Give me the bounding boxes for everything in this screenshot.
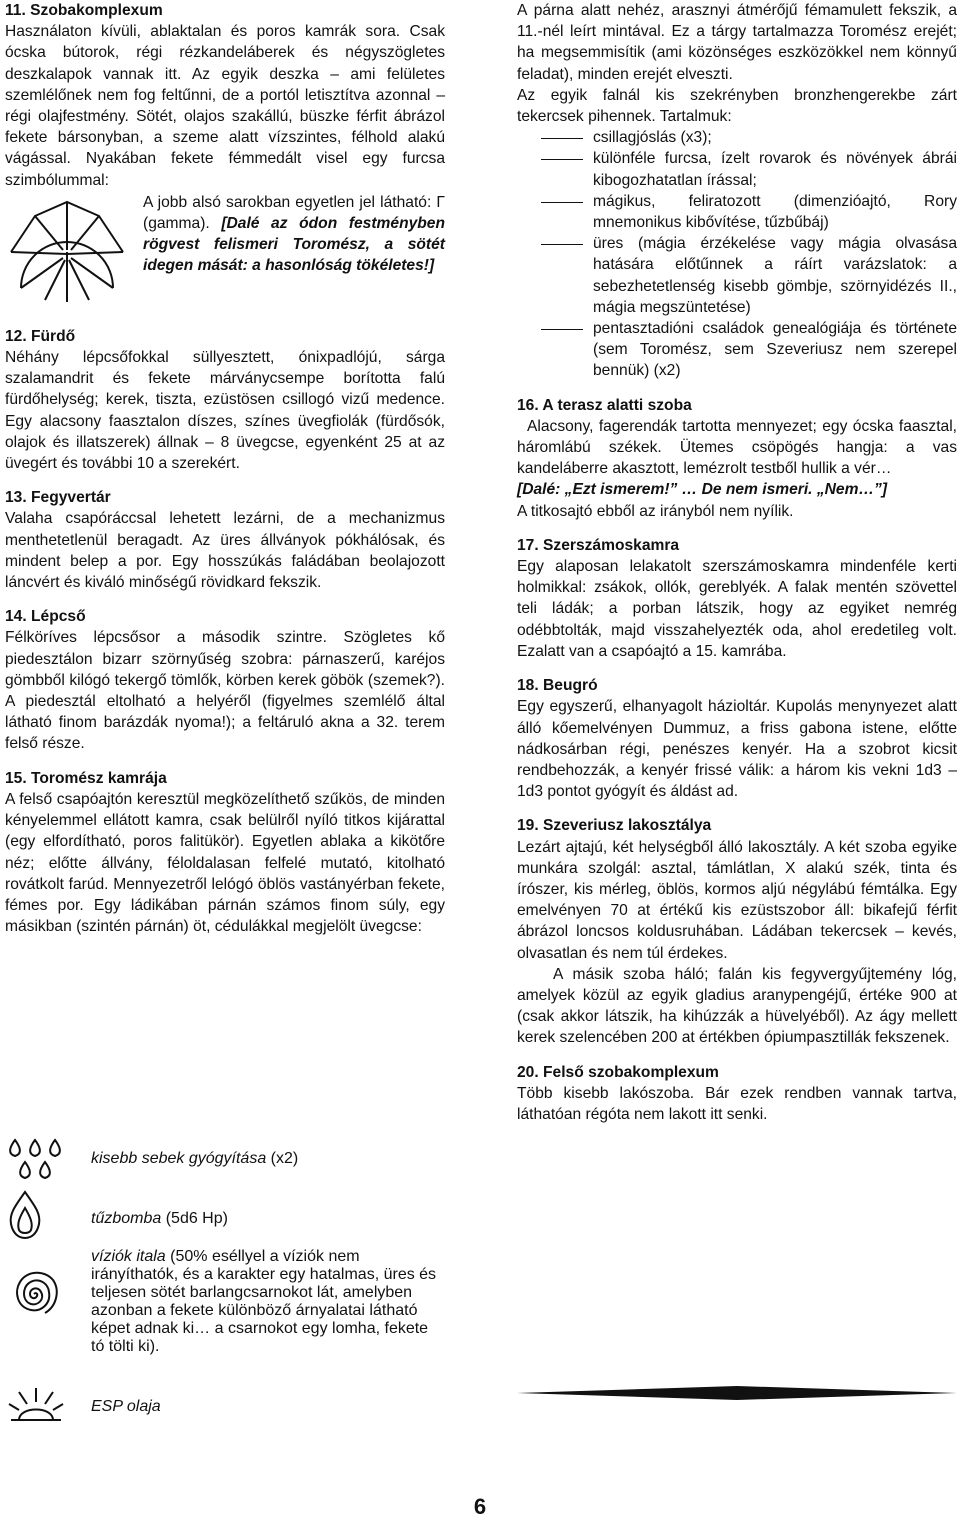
potion-name: tűzbomba (91, 1210, 162, 1227)
section-20-text: Több kisebb lakószoba. Bár ezek rendben vannak tartva, láthatóan régóta nem lakott itt senki. (517, 1084, 957, 1123)
medal-text: A jobb alsó sarokban egyetlen jel látható: Γ (gamma). (143, 193, 445, 233)
section-13-heading: 13. Fegyvertár (5, 489, 111, 507)
list-item: pentasztadióni családok genealógiája és története (sem Toromész, sem Szeveriusz nem szerepel bennük) (x2) (517, 318, 957, 382)
drops-icon (5, 1138, 65, 1182)
section-19-text-2: A másik szoba háló; falán kis fegyvergyűjtemény lóg, amelyek közül az egyik gladius aranypengéjű, értéke 900 at (csak akkor látszik, ha kihúzzák a hüvelyéből). Az ágy mellett kerek szelencében 200 at értékben ópiumpasztillák fekszenek. (517, 965, 957, 1047)
flame-icon (5, 1188, 45, 1242)
section-16-heading: 16. A terasz alatti szoba (517, 396, 692, 414)
section-19-heading: 19. Szeveriusz lakosztálya (517, 817, 712, 835)
spiral-icon (5, 1248, 63, 1338)
potion-name: ESP olaja (91, 1398, 161, 1415)
section-14-text: Félköríves lépcsősor a második szintre. Szögletes kő piedesztálon bizarr szörnyűség szobra: párnaszerű, karéjos gömbből kilógó tekergő tömlők, körben kerek göbök (szemek?). A piedesztál eltolható a helyéről (figyelmes szemlélő által látható finom barázdák nyoma!); a feltáruló akna a 32. terem felső része. (5, 629, 445, 753)
section-11-heading: 11. Szobakomplexum (5, 2, 163, 19)
medal-block (5, 192, 445, 316)
page-number: 6 (473, 1494, 487, 1519)
section-19-text: Lezárt ajtajú, két helységből álló lakosztály. A két szoba egyike munkára szolgál: asztal, támlátlan, X alakú szék, tinta és írószer, kis mérleg, öblös, kormos aljú négylábú fémtálka. Egy emelvényen 70 at értékű kis ezüstszobor áll: bikafejű férfit ábrázol loncsos koldusruhában. Ládában tekercsek – kevés, olvasatlan és nem túl érdekes. (517, 838, 957, 962)
section-15-text: A felső csapóajtón keresztül megközelíthető szűkös, de minden kényelemmel ellátott kamra, csak belülről nyíló titkos kijárattal (egy elfordítható, poros falitükör). Egyetlen ablaka a kikötőre néz; előtte állvány, féloldalasan felfelé mutató, kitolható rovátkolt farúd. Mennyezetről lelógó öblös vastányérban fekete, fémes por. Egy ládikában párnán számos finom súly, egy másikban (szintén párnán) öt, cédulákkal megjelölt üvegcse: (5, 790, 445, 936)
list-item: csillagjóslás (x3); (517, 127, 957, 148)
list-item: különféle furcsa, ízelt rovarok és növények ábrái kibogozhatatlan írással; (517, 148, 957, 190)
section-16-text-2: A titkosajtó ebből az irányból nem nyílik. (517, 502, 794, 520)
section-14-heading: 14. Lépcső (5, 608, 86, 626)
section-12-heading: 12. Fürdő (5, 327, 76, 345)
potion-extra: (50% eséllyel a víziók nem irányíthatók, és a karakter egy hatalmas, üres és teljesen sötét barlangcsarnokot lát, amelyben azonban a fekete különböző árnyalatai látható képet adnak ki… a csarnokot egy lomha, fekete tó tölti ki). (91, 1248, 437, 1355)
section-16-text: Alacsony, fagerendák tartotta mennyezet; egy ócska faasztal, háromlábú székek. Ütemes csöpögés hangja: a vas kandeláberre akasztott, lemézrolt testből hullik a vér… (517, 417, 957, 478)
section-18-heading: 18. Beugró (517, 677, 598, 695)
section-11-text: Használaton kívüli, ablaktalan és poros kamrák sora. Csak ócska bútorok, régi rézkandeláberek és négyszögletes deszkalapok vannak itt. Az egyik deszka – ami felületes szemlélőnek nem fog feltűnni, de a portól letisztítva azonnal – régi olajfestmény. Sötét, olajos szakállú, büszke férfit ábrázol fekete bársonyban, a szeme alatt vízszintes, félhold alakú vágással. Nyakában fekete fémmedált visel egy furcsa szimbólummal: (5, 23, 445, 189)
left-column (5, 0, 445, 937)
section-13-text: Valaha csapóráccsal lehetett lezárni, de a mechanizmus menthetetlenül beragadt. Az üres állványok pókhálósak, és mindent belep a por. Egy hosszúkás faládában beolajozott láncvért és kiváló minőségű rövidkard fekszik. (5, 510, 445, 592)
section-18-text: Egy egyszerű, elhanyagolt házioltár. Kupolás menynyezet alatt álló kőemelvényen Dummuz, a friss gabona istene, előtte nádkosárban régi, penészes kenyér. Ha a szobrot kicsit rendbehozzák, a kenyér frissé válik: a három kis vekni 1d3 – 1d3 pontot gyógyít és áldást ad. (517, 698, 957, 801)
medal-description (143, 192, 445, 277)
section-20-heading: 20. Felső szobakomplexum (517, 1063, 719, 1081)
potion-extra: (5d6 Hp) (161, 1210, 228, 1227)
section-15-heading: 15. Toromész kamrája (5, 769, 167, 787)
radiant-icon (5, 1384, 67, 1426)
potion-name: kisebb sebek gyógyítása (91, 1150, 267, 1167)
list-item: üres (mágia érzékelése vagy mágia olvasása hatására előtűnnek a ráírt varázslatok: a sebezhetetlenség kisebb gömbje, szörnyidézés II., mágia megszüntetése) (517, 233, 957, 318)
section-17-heading: 17. Szerszámoskamra (517, 536, 680, 554)
decorative-divider (517, 1386, 957, 1400)
section-16-note: [Dalé: „Ezt ismerem!” … De nem ismeri. „Nem…”] (517, 481, 888, 499)
medal-symbol-icon (5, 196, 129, 308)
medal-note: [Dalé az ódon festményben rögvest felismeri Toromész, a sötét idegen mását: a hasonlóság tökéletes!] (143, 215, 446, 275)
amulet-text: A párna alatt nehéz, arasznyi átmérőjű fémamulett fekszik, a 11.-nél leírt mintával. Ez a tárgy tartalmazza Toromész erejét; ha megsemmisítik (ami közönséges eszközökkel nem könnyű feladat), minden erejét elveszti. (517, 2, 957, 83)
section-17-text: Egy alaposan lelakatolt szerszámoskamra mindenféle kerti holmikkal: zsákok, ollók, gereblyék. A falak mentén szövettel teli ládák; a porban látszik, hogy az egyiket nemrég odébbtolták, majd visszahelyezték oda, ahol eredetileg volt. Ezalatt van a csapóajtó a 15. kamrába. (517, 558, 957, 660)
scrolls-intro: Az egyik falnál kis szekrényben bronzhengerekbe zárt tekercsek pihennek. Tartalmuk: (517, 86, 957, 126)
list-item: mágikus, feliratozott (dimenzióajtó, Rory mnemonikus kibővítése, tűzbűbáj) (517, 191, 957, 233)
potion-extra: (x2) (266, 1150, 299, 1167)
potion-name: víziók itala (91, 1248, 166, 1265)
right-column (517, 0, 957, 1125)
scroll-list (517, 127, 957, 381)
section-12-text: Néhány lépcsőfokkal süllyesztett, ónixpadlójú, sárga szalamandrit és fekete márványcsempe borította falú fürdőhelység; kerek, tiszta, ezüstösen csillogó vizű medence. Egy alacsony faasztalon díszes, színes üvegfiolák (fürdősók, olajok és illatszerek) állnak – 8 üvegcse, egyenként 25 at az üvegért és további 10 a szerekért. (5, 349, 445, 473)
